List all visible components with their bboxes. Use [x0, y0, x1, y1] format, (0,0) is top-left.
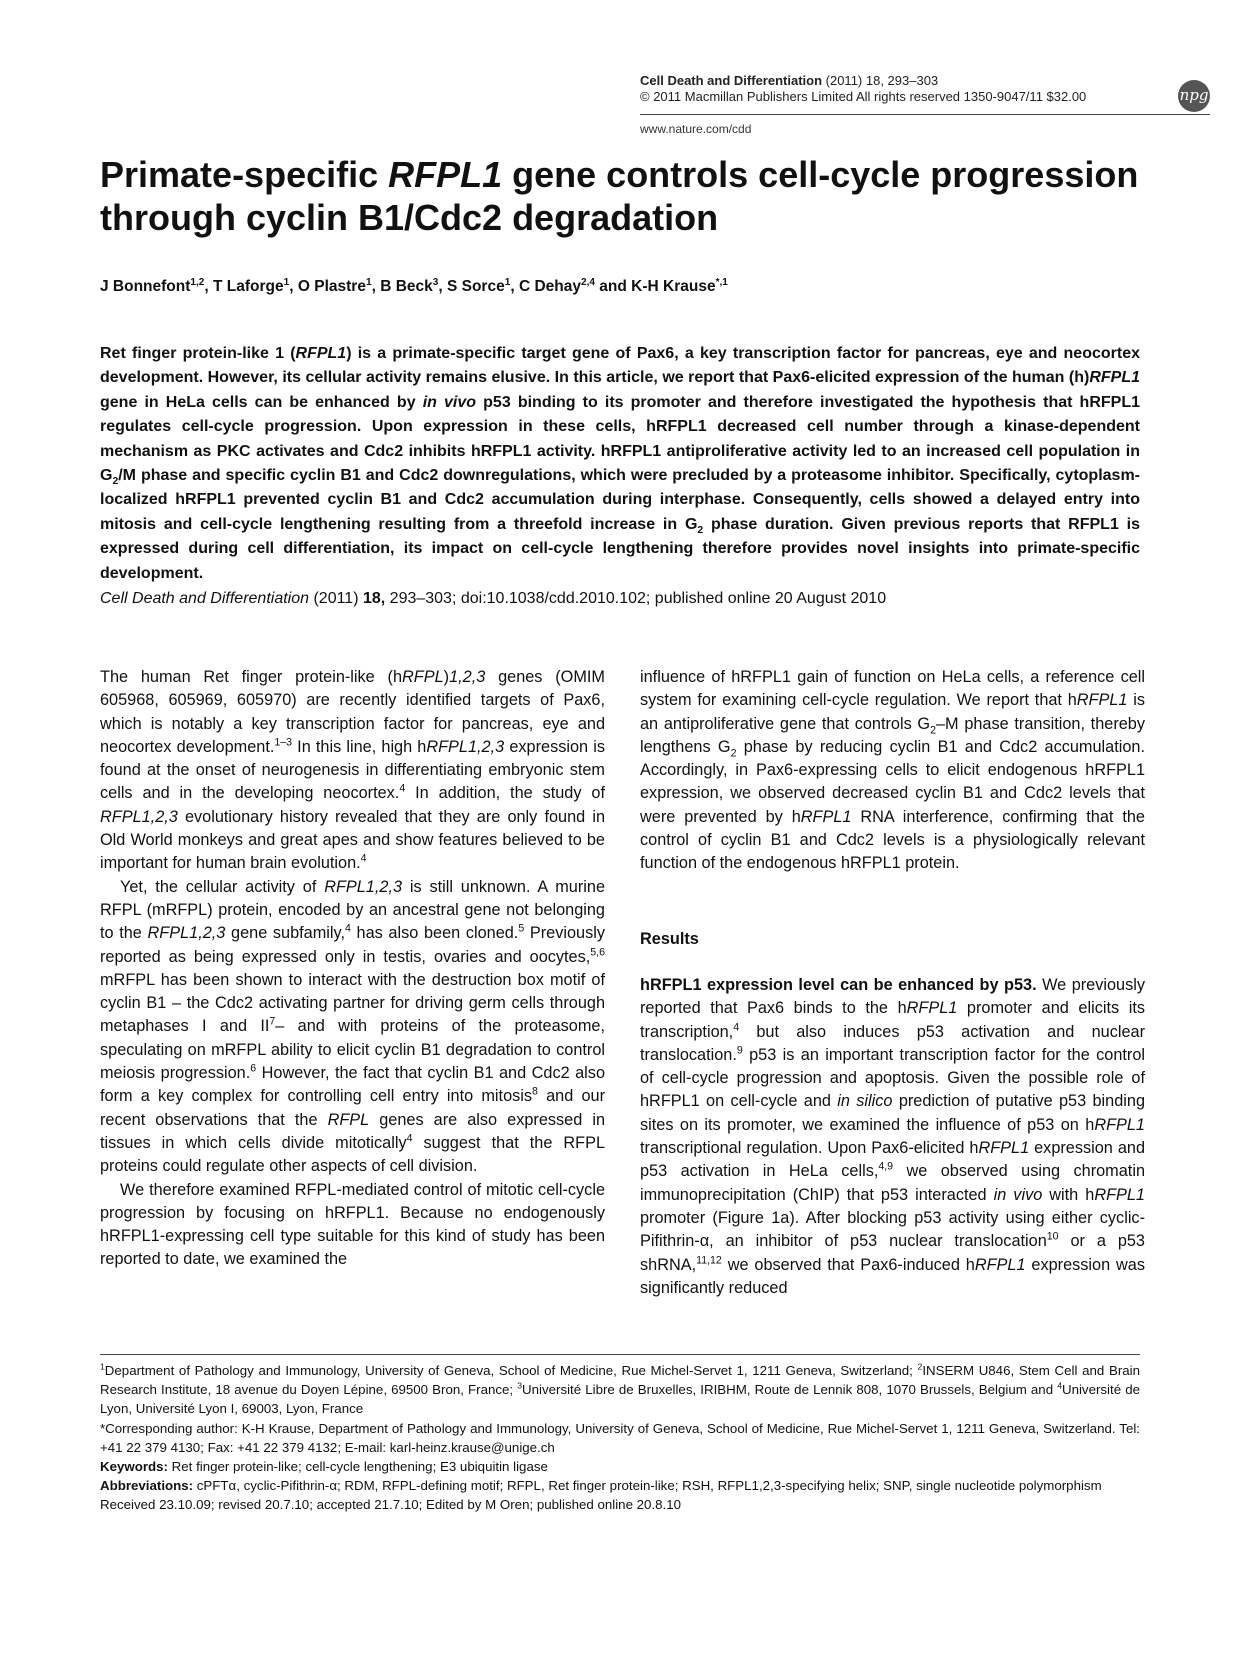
journal-name: Cell Death and Differentiation [640, 73, 823, 88]
keywords: Keywords: Ret finger protein-like; cell-cycle lengthening; E3 ubiquitin ligase [100, 1459, 548, 1475]
body-paragraph: The human Ret finger protein-like (hRFPL)1,2,3 genes (OMIM 605968, 605969, 605970) are recently identified targets of Pax6, which is notably a key transcription factor for pancreas, eye and neocortex development.$^{1-3}$ In this line, high hRFPL1,2,3 expression is found at the onset of neurogenesis in differentiating embryonic stem cells and in the developing neocortex.$^4$ In addition, the study of RFPL1,2,3 evolutionary history revealed that they are only found in Old World monkeys and great apes and show features believed to be important for human brain evolution.$^4$ [100, 668, 605, 873]
author-affiliation: *,1 [715, 276, 728, 288]
body-column-left [100, 666, 605, 1272]
title-gene: RFPL1 [388, 154, 503, 195]
author-name: S Sorce [446, 278, 505, 295]
footnotes [100, 1354, 1140, 1515]
abbreviations: Abbreviations: cPFTα, cyclic-Pifithrin-α; RDM, RFPL-defining motif; RFPL, Ret finger protein-like; RSH, RFPL1,2,3-specifying helix; SNP, single nucleotide polymorphism [100, 1478, 1102, 1494]
copyright-line: © 2011 Macmillan Publishers Limited All rights reserved 1350-9047/11 $32.00 [640, 89, 1087, 104]
author-name: T Laforge [213, 278, 284, 295]
author-affiliation: 1 [365, 276, 372, 288]
author-name: K-H Krause [631, 278, 716, 295]
received-dates: Received 23.10.09; revised 20.7.10; accepted 21.7.10; Edited by M Oren; published online 20.8.10 [100, 1497, 682, 1513]
body-column-right [640, 666, 1145, 1300]
article-citation: Cell Death and Differentiation (2011) 18, 293–303; doi:10.1038/cdd.2010.102; published online 20 August 2010 [100, 590, 887, 607]
body-paragraph: We therefore examined RFPL-mediated control of mitotic cell-cycle progression by focusing on hRFPL1. Because no endogenously hRFPL1-expressing cell type suitable for this kind of study has been reported to date, we examined the [100, 1180, 605, 1269]
abstract: Ret finger protein-like 1 (RFPL1) is a primate-specific target gene of Pax6, a key transcription factor for pancreas, eye and neocortex development. However, its cellular activity remains elusive. In this article, we report that Pax6-elicited expression of the human (h)RFPL1 gene in HeLa cells can be enhanced by in vivo p53 binding to its promoter and therefore investigated the hypothesis that hRFPL1 regulates cell-cycle progression. Upon expression in these cells, hRFPL1 decreased cell number through a kinase-dependent mechanism as PKC activates and Cdc2 inhibits hRFPL1 activity. hRFPL1 antiproliferative activity led to an increased cell population in $G_2/M$ phase and specific cyclin B1 and Cdc2 downregulations, which were precluded by a proteasome inhibitor. Specifically, cytoplasm-localized hRFPL1 prevented cyclin B1 and Cdc2 accumulation during interphase. Consequently, cells showed a delayed entry into mitosis and cell-cycle lengthening resulting from a threefold increase in $G_2$ phase duration. Given previous reports that RFPL1 is expressed during cell differentiation, its impact on cell-cycle lengthening therefore provides novel insights into primate-specific development. [100, 345, 1141, 582]
npg-logo: npg [1178, 80, 1210, 112]
author-affiliation: 1,2 [190, 276, 205, 288]
journal-issue: (2011) 18, 293–303 [822, 73, 939, 88]
corresponding-author: *Corresponding author: K-H Krause, Department of Pathology and Immunology, University of Geneva, School of Medicine, Rue Michel-Servet 1, 1211 Geneva, Switzerland. Tel: +41 22 379 4130; Fax: +41 22 379 4132; E-mail: karl-heinz.krause@unige.ch [100, 1420, 1140, 1455]
author-list: J Bonnefont$^{1,2}$, T Laforge$^1$, O Plastre$^1$, B Beck$^3$, S Sorce$^1$, C Dehay$^{2,4}$ and K-H Krause$^{*,1}$ [100, 276, 728, 295]
author-name: O Plastre [297, 278, 366, 295]
journal-url[interactable]: www.nature.com/cdd [640, 122, 752, 136]
article-title [100, 153, 1140, 239]
author-name: B Beck [380, 278, 433, 295]
author-affiliation: 3 [432, 276, 439, 288]
citation-doi: 293–303; doi:10.1038/cdd.2010.102; published online 20 August 2010 [385, 590, 887, 607]
body-paragraph: hRFPL1 expression level can be enhanced by p53. We previously reported that Pax6 binds to the hRFPL1 promoter and elicits its transcription,$^4$ but also induces p53 activation and nuclear translocation.$^9$ p53 is an important transcription factor for the control of cell-cycle progression and apoptosis. Given the possible role of hRFPL1 on cell-cycle and in silico prediction of putative p53 binding sites on its promoter, we examined the influence of p53 on hRFPL1 transcriptional regulation. Upon Pax6-elicited hRFPL1 expression and p53 activation in HeLa cells,$^{4,9}$ we observed using chromatin immunoprecipitation (ChIP) that p53 interacted in vivo with hRFPL1 promoter (Figure 1a). After blocking p53 activity using either cyclic-Pifithrin-α, an inhibitor of p53 nuclear translocation$^{10}$ or a p53 shRNA,$^{11,12}$ we observed that Pax6-induced hRFPL1 expression was significantly reduced [640, 975, 1146, 1297]
author-name: C Dehay [518, 278, 581, 295]
author-affiliation: 2,4 [580, 276, 595, 288]
title-text: Primate-specific [100, 154, 389, 195]
author-affiliation: 1 [283, 276, 290, 288]
header-rule [640, 114, 1210, 115]
section-heading-results: Results [640, 929, 699, 948]
journal-citation-line [640, 73, 1140, 89]
author-name: J Bonnefont [100, 278, 191, 295]
journal-header [640, 73, 1140, 105]
body-paragraph: Yet, the cellular activity of RFPL1,2,3 is still unknown. A murine RFPL (mRFPL) protein, encoded by an ancestral gene not belonging to the RFPL1,2,3 gene subfamily,$^4$ has also been cloned.$^5$ Previously reported as being expressed only in testis, ovaries and oocytes,$^{5,6}$ mRFPL has been shown to interact with the destruction box motif of cyclin B1 – the Cdc2 activating partner for driving germ cells through metaphases I and $II^7-$ and with proteins of the proteasome, speculating on mRFPL ability to elicit cyclin B1 degradation to control meiosis progression.$^6$ However, the fact that cyclin B1 and Cdc2 also form a key complex for controlling cell entry into mitosis$^8$ and our recent observations that the RFPL genes are also expressed in tissues in which cells divide mitotically$^4$ suggest that the RFPL proteins could regulate other aspects of cell division. [100, 877, 605, 1176]
affiliations: $^1$Department of Pathology and Immunology, University of Geneva, School of Medicine, Rue Michel-Servet 1, 1211 Geneva, Switzerland; $^2$INSERM U846, Stem Cell and Brain Research Institute, 18 avenue du Doyen Lépine, 69500 Bron, France; $^3$Université Libre de Bruxelles, IRIBHM, Route de Lennik 808, 1070 Brussels, Belgium and $^4$Université de Lyon, Université Lyon I, 69003, Lyon, France [100, 1361, 1140, 1417]
author-affiliation: 1 [504, 276, 511, 288]
body-paragraph: influence of hRFPL1 gain of function on HeLa cells, a reference cell system for examining cell-cycle regulation. We report that hRFPL1 is an antiproliferative gene that controls $G_2-M$ phase transition, thereby lengthens $G_2$ phase by reducing cyclin B1 and Cdc2 accumulation. Accordingly, in Pax6-expressing cells to elicit endogenous hRFPL1 expression, we observed decreased cyclin B1 and Cdc2 levels that were prevented by hRFPL1 RNA interference, confirming that the control of cyclin B1 and Cdc2 levels is a physiologically relevant function of the endogenous hRFPL1 protein. [640, 668, 1146, 873]
title-text-2: gene controls cell-cycle progression through cyclin B1/Cdc2 degradation [100, 154, 1139, 238]
citation-journal: Cell Death and Differentiation [100, 590, 310, 607]
